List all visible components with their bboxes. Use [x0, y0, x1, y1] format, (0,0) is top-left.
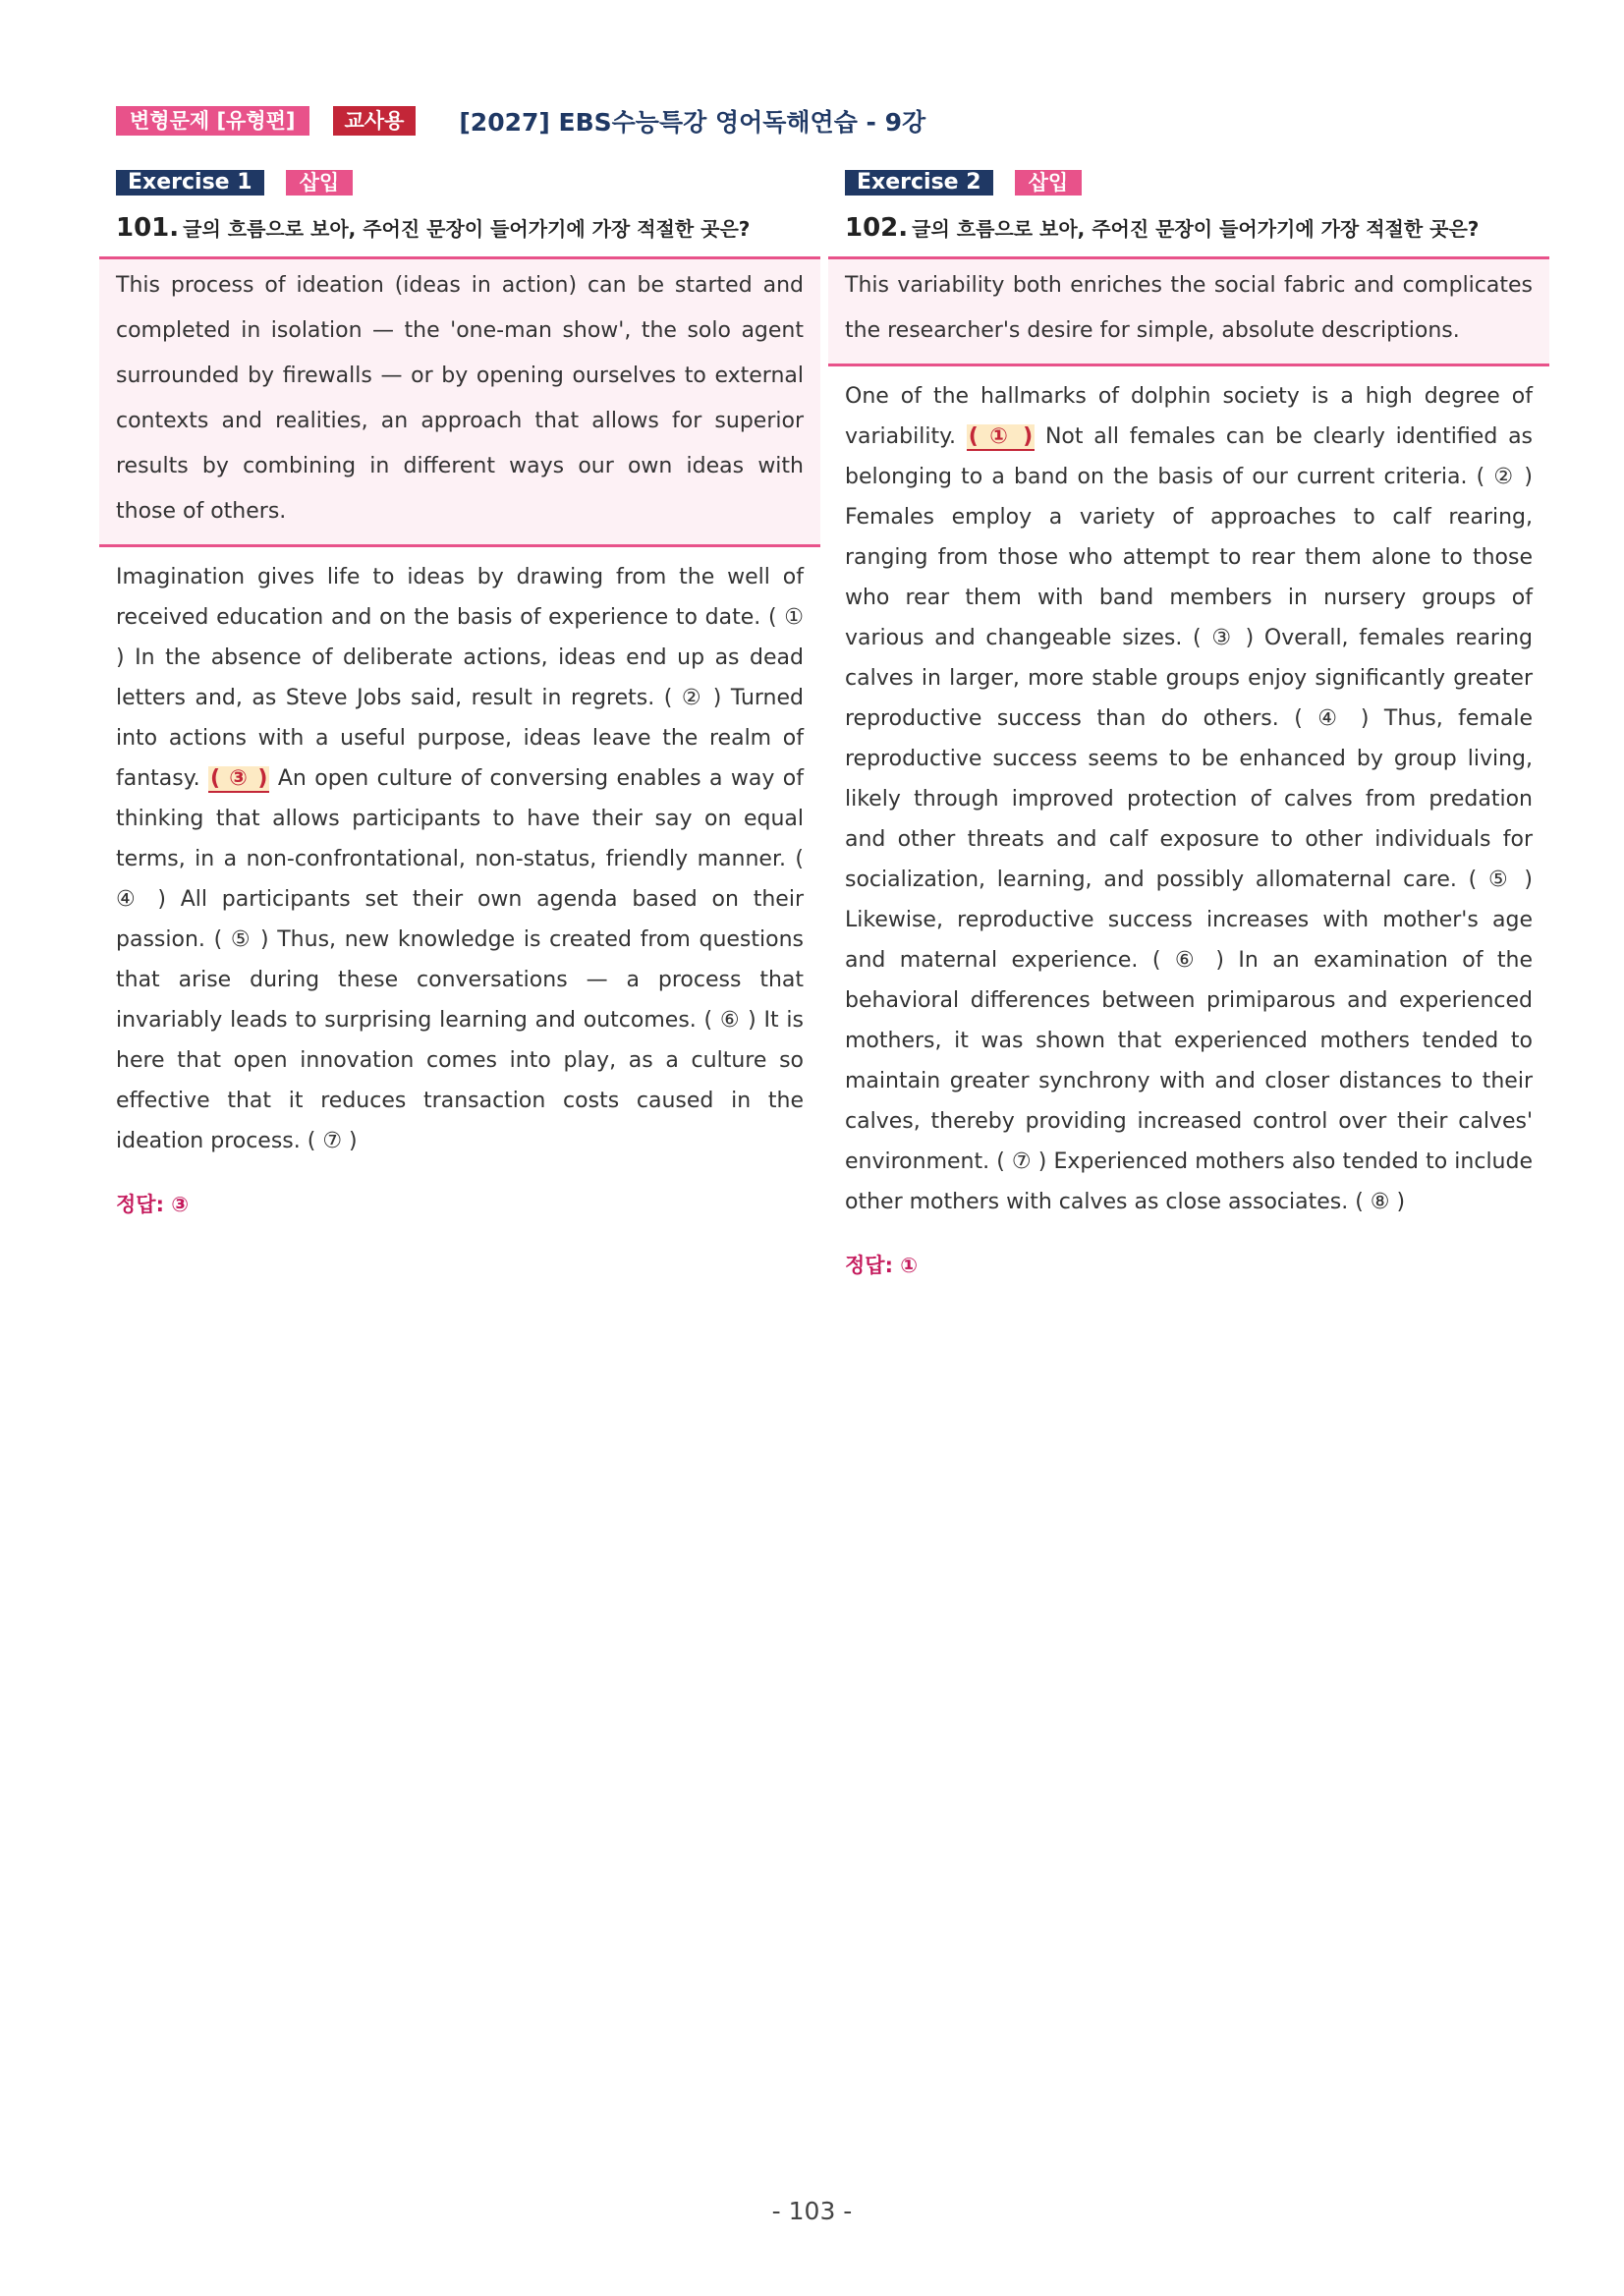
page-number: - 103 - [771, 2197, 853, 2225]
answer-position-marker: ( ③ ) [210, 766, 268, 791]
passage-text [845, 376, 1533, 1222]
header-title: [2027] EBS수능특강 영어독해연습 - 9강 [459, 108, 926, 137]
page-header [116, 104, 925, 138]
question-number: 102. [845, 213, 909, 243]
exercise-2-column [845, 169, 1533, 1279]
answer-position-marker: ( ① ) [968, 424, 1034, 449]
given-sentence-box [828, 256, 1549, 366]
passage-part-before: Imagination gives life to ideas by drawing from the well of received education and on the basis of experience to date. ( ① ) In the absence of deliberate actions, ideas end up as dead letters and, as Steve Jobs said, result in regrets. ( ② ) Turned into actions with a useful purpose, ideas leave the realm of fantasy. [116, 565, 804, 791]
variant-tag: 변형문제 [유형편] [116, 106, 309, 136]
passage-part-after: Not all females can be clearly identified as belonging to a band on the basis of our current criteria. ( ② ) Females employ a variety of approaches to calf rearing, ranging from those who attempt to rear them alone to those who rear them with band members in nursery groups of various and changeable sizes. ( ③ ) Overall, females rearing calves in larger, more stable groups enjoy significantly greater reproductive success than do others. ( ④ ) Thus, female reproductive success seems to be enhanced by group living, likely through improved protection of calves from predation and other threats and calf exposure to other individuals for socialization, learning, and possibly allomaternal care. ( ⑤ ) Likewise, reproductive success increases with mother's age and maternal experience. ( ⑥ ) In an examination of the behavioral differences between primiparous and experienced mothers, it was shown that experienced mothers tended to maintain greater synchrony with and closer distances to their calves, thereby providing increased control over their calves' environment. ( ⑦ ) Experienced mothers also tended to include other mothers with calves as close associates. ( ⑧ ) [845, 424, 1534, 1214]
exercise-label: Exercise 1 [116, 170, 264, 196]
given-sentence-box [99, 256, 820, 547]
question-text: 글의 흐름으로 보아, 주어진 문장이 들어가기에 가장 적절한 곳은? [912, 217, 1480, 241]
passage-part-after: An open culture of conversing enables a way of thinking that allows participants to have their say on equal terms, in a non-confrontational, non-status, friendly manner. ( ④ ) All participants set their own agenda based on their passion. ( ⑤ ) Thus, new knowledge is created from questions that arise during these conversations — a process that invariably leads to surprising learning and outcomes. ( ⑥ ) It is here that open innovation comes into play, as a culture so effective that it reduces transaction costs caused in the ideation process. ( ⑦ ) [116, 766, 805, 1153]
question-prompt [116, 210, 804, 247]
question-prompt [845, 210, 1533, 247]
passage-part-before: One of the hallmarks of dolphin society is a high degree of variability. [845, 384, 1533, 449]
given-sentence: This process of ideation (ideas in action) can be started and completed in isolation — the 'one-man show', the solo agent surrounded by firewalls — or by opening ourselves to external contexts and realities, an approach that allows for superior results by combining in different ways our own ideas with those of others. [116, 273, 804, 524]
exercise-1-tags [116, 169, 804, 196]
passage-text [116, 557, 804, 1161]
exercise-1-column [116, 169, 804, 1218]
question-type-tag: 삽입 [286, 170, 354, 196]
given-sentence: This variability both enriches the social fabric and complicates the researcher's desire for simple, absolute descriptions. [845, 273, 1533, 343]
answer-key: 정답: ① [845, 1254, 919, 1277]
exercise-label: Exercise 2 [845, 170, 993, 196]
question-text: 글의 흐름으로 보아, 주어진 문장이 들어가기에 가장 적절한 곳은? [183, 217, 751, 241]
exercise-2-tags [845, 169, 1533, 196]
answer-key: 정답: ③ [116, 1193, 190, 1216]
question-type-tag: 삽입 [1015, 170, 1083, 196]
teacher-tag: 교사용 [333, 106, 417, 136]
question-number: 101. [116, 213, 180, 243]
